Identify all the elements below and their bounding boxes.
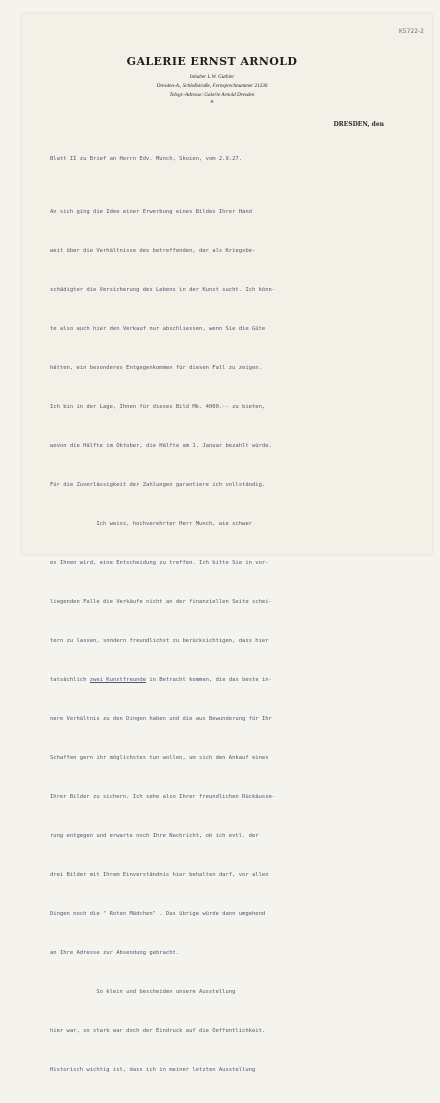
letter-reference-line: Blatt II zu Brief an Herrn Edv. Munch, Skoien, vom 2.9.27. [50,156,243,162]
letter-body [50,180,390,1103]
letter-line: Ihrer Bilder zu sichern. Ich sehe also Ihrer freundlichen Rückäusse- [50,794,276,800]
underlined-phrase: zwei Kunstfreunde [89,677,147,683]
address-line: Dresden-A., Schloßstraße, Fernsprechnummer 21236 [156,83,268,89]
letter-line: hier war, so stark war doch der Eindruck auf die Oeffentlichkeit. [50,1028,266,1034]
letter-line: te also auch hier den Verkauf nur abschliessen, wenn Sie die Güte [50,326,266,332]
archive-number: K5722-2 [398,28,424,35]
letter-line: So klein und bescheiden unsere Ausstellung [50,989,236,995]
line-suffix: in Betracht kommen, die das beste in- [146,677,272,683]
letter-line: schädigter die Versicherung des Lebens in der Kunst sucht. Ich könn- [50,287,276,293]
letter-line: drei Bilder mit Ihrem Einverständnis hier behalten darf, vor allen [50,872,269,878]
letter-line: an Ihre Adresse zur Absendung gebracht. [50,950,180,956]
letter-line: Ich bin in der Lage, Ihnen für dieses Bild Mk. 4000.-- zu bieten, [50,404,266,410]
letter-line: es Ihnen wird, eine Entscheidung zu treffen. Ich bitte Sie in vor- [50,560,269,566]
letter-line: liegenden Falle die Verkäufe nicht an der finanziellen Seite schei- [50,599,272,605]
letter-line: wovon die Hälfte im Oktober, die Hälfte am 1. Januar bezahlt würde. [50,443,272,449]
gallery-name: GALERIE ERNST ARNOLD [126,55,298,68]
telegram-address-line: Telegr.-Adresse: Galerie Arnold Dresden [169,92,255,98]
letter-line: weit über die Verhältnisse des betreffenden, der als Kriegsbe- [50,248,256,254]
letter-line: Für die Zuverlässigkeit der Zahlungen garantiere ich vollständig. [50,482,266,488]
letter-line: rung entgegen und erwarte noch Ihre Nachricht, ob ich evtl. der [50,833,259,839]
letter-line: An sich ging die Idee einer Erwerbung eines Bildes Ihrer Hand [50,209,252,215]
letter-line: hätten, ein besonderes Entgegenkommen für diesen Fall zu zeigen. [50,365,262,371]
letter-line: tern zu lassen, sondern freundlichst zu berücksichtigen, dass hier [50,638,269,644]
letter-line: nere Verhältnis zu den Dingen haben und die aus Bewunderung für Ihr [50,716,272,722]
letter-line-with-underline [50,674,390,687]
line-prefix: tatsächlich [50,677,90,683]
letter-line: Dingen noch die " Roten Mädchen" . Das übrige würde dann umgehend [50,911,266,917]
letterhead [22,55,402,108]
letter-line: Ich weiss, hochverehrter Herr Munch, wie schwer [50,521,252,527]
place-date: DRESDEN, den [333,121,384,128]
letter-page [22,14,432,1073]
letter-line: Schaffen gern ihr möglichstes tun wollen, um sich den Ankauf eines [50,755,269,761]
letter-line: Historisch wichtig ist, dass ich in meiner letzten Ausstellung [50,1067,256,1073]
owner-line: Inhaber L.W. Gutbier [189,74,235,80]
letterhead-ornament: * [210,100,214,107]
